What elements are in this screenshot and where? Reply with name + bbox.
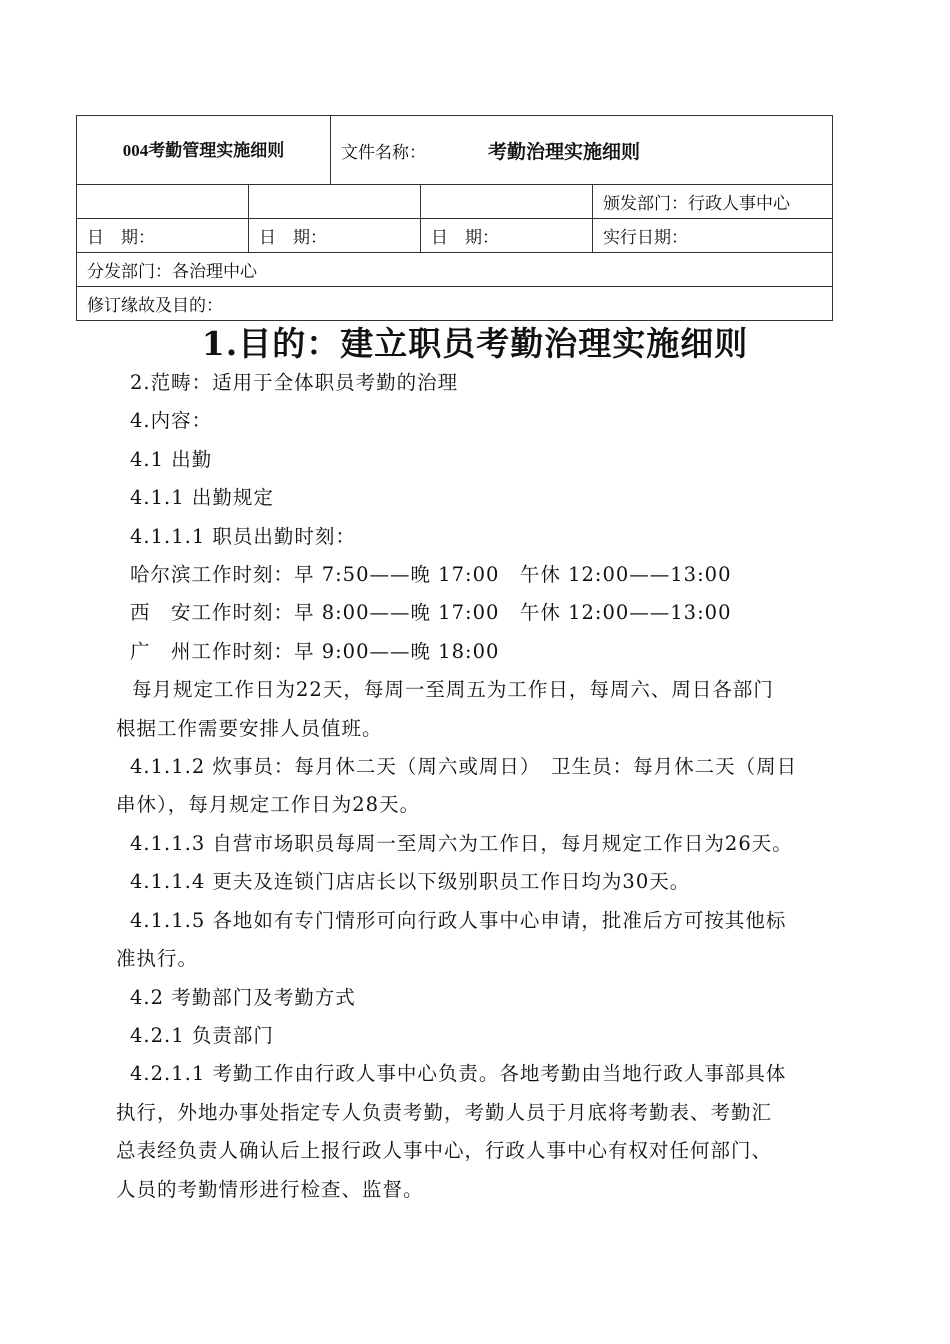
paragraph: 每月规定工作日为22天，每周一至周五为工作日，每周六、周日各部门 xyxy=(132,678,774,702)
paragraph: 4.内容： xyxy=(130,409,213,433)
paragraph: 西 安工作时刻：早 8:00——晚 17:00 午休 12:00——13:00 xyxy=(130,601,732,625)
date-label-3: 日 期： xyxy=(421,219,593,253)
paragraph: 4.1.1 出勤规定 xyxy=(130,486,274,510)
paragraph: 广 州工作时刻：早 9:00——晚 18:00 xyxy=(130,639,500,663)
file-name-cell xyxy=(331,116,833,185)
paragraph: 准执行。 xyxy=(116,947,199,971)
paragraph: 人员的考勤情形进行检查、监督。 xyxy=(116,1177,424,1201)
document-header-table xyxy=(76,115,833,321)
paragraph: 4.1.1.3 自营市场职员每周一至周六为工作日，每月规定工作日为26天。 xyxy=(130,831,793,855)
file-name-value: 考勤治理实施细则 xyxy=(488,140,641,163)
paragraph: 4.2 考勤部门及考勤方式 xyxy=(130,985,356,1009)
empty-cell xyxy=(421,185,593,219)
empty-cell xyxy=(77,185,249,219)
empty-cell xyxy=(249,185,421,219)
paragraph: 4.2.1.1 考勤工作由行政人事中心负责。各地考勤由当地行政人事部具体 xyxy=(130,1062,787,1086)
file-name-label: 文件名称： xyxy=(341,142,426,163)
paragraph: 2.范畴：适用于全体职员考勤的治理 xyxy=(130,371,459,394)
date-label-2: 日 期： xyxy=(249,219,421,253)
date-label-1: 日 期： xyxy=(77,219,249,253)
document-body xyxy=(116,364,836,1209)
paragraph: 4.1.1.4 更夫及连锁门店店长以下级别职员工作日均为30天。 xyxy=(130,870,691,894)
paragraph: 串休），每月规定工作日为28天。 xyxy=(116,793,421,817)
paragraph: 4.1.1.5 各地如有专门情形可向行政人事中心申请，批准后方可按其他标 xyxy=(130,908,787,932)
paragraph: 4.2.1 负责部门 xyxy=(130,1023,274,1047)
paragraph: 4.1.1.2 炊事员：每月休二天（周六或周日） 卫生员：每月休二天（周日 xyxy=(130,755,798,779)
paragraph: 4.1 出勤 xyxy=(130,447,213,471)
paragraph: 执行，外地办事处指定专人负责考勤，考勤人员于月底将考勤表、考勤汇 xyxy=(116,1100,773,1124)
distribution-dept: 分发部门：各治理中心 xyxy=(77,253,833,287)
effective-date: 实行日期： xyxy=(593,219,833,253)
page-title: 1.目的：建立职员考勤治理实施细则 xyxy=(201,324,749,363)
paragraph: 总表经负责人确认后上报行政人事中心，行政人事中心有权对任何部门、 xyxy=(116,1139,773,1163)
paragraph: 4.1.1.1 职员出勤时刻： xyxy=(130,524,356,548)
paragraph: 根据工作需要安排人员值班。 xyxy=(116,716,383,740)
paragraph: 哈尔滨工作时刻：早 7:50——晚 17:00 午休 12:00——13:00 xyxy=(130,563,732,587)
revision-reason: 修订缘故及目的： xyxy=(77,287,833,321)
issue-dept: 颁发部门：行政人事中心 xyxy=(593,185,833,219)
doc-code: 004考勤管理实施细则 xyxy=(77,116,331,185)
